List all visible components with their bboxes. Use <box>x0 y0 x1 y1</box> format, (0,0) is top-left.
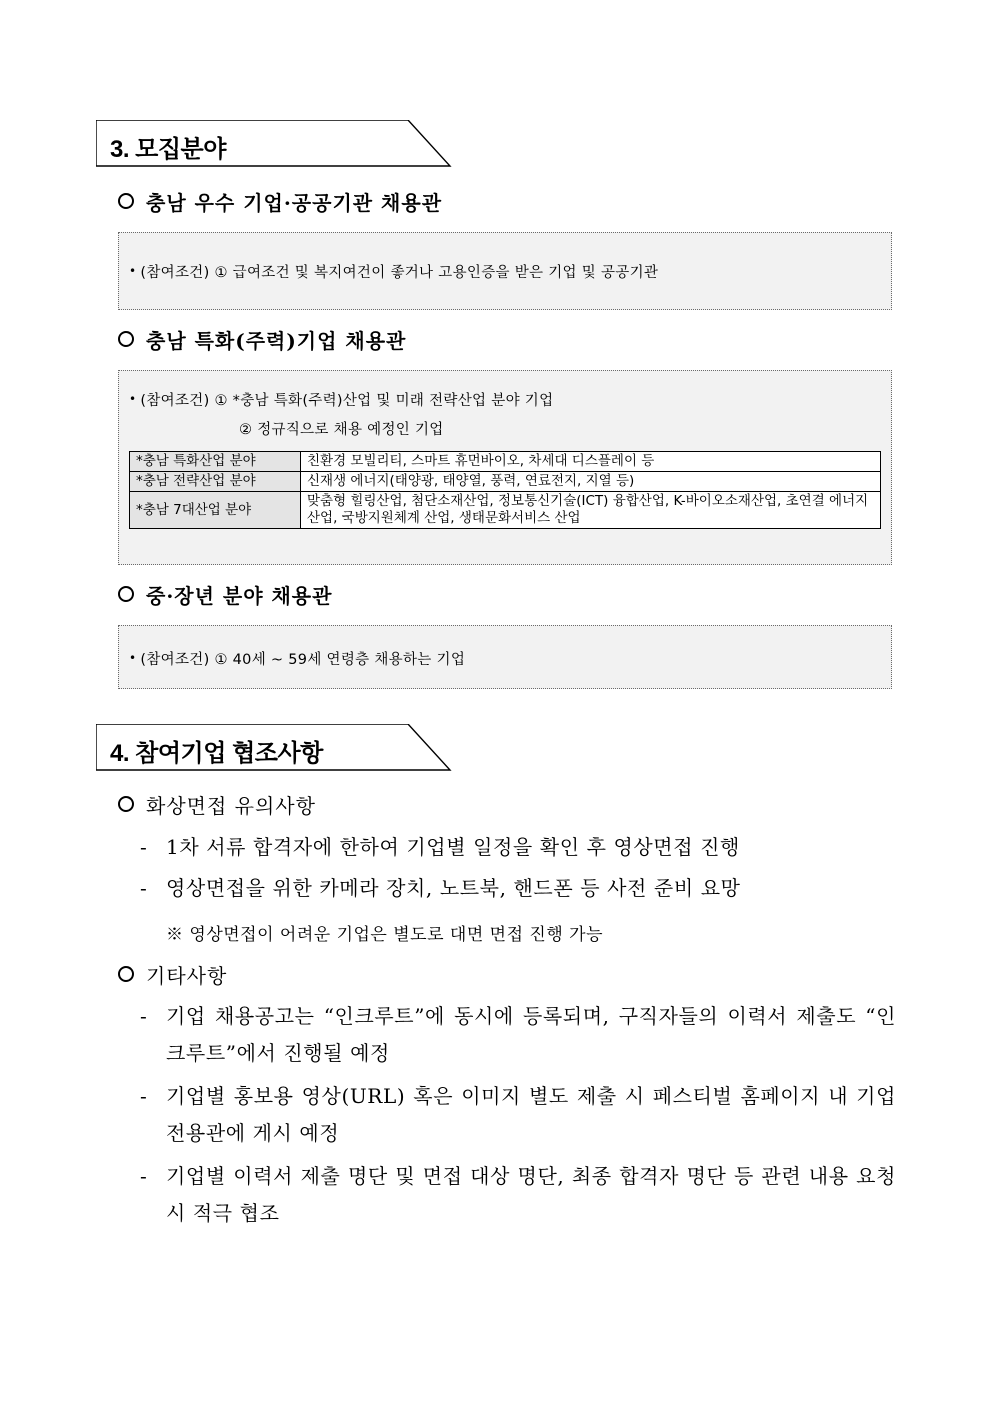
dash-bullet: - <box>140 876 147 900</box>
industry-table <box>129 451 881 529</box>
industry-value: 신재생 에너지(태양광, 태양열, 풍력, 연료전지, 지열 등) <box>301 472 881 492</box>
list-item: - 기업별 홍보용 영상(URL) 혹은 이미지 별도 제출 시 페스티벌 홈페이지 내 기업 전용관에 게시 예정 <box>140 1078 896 1152</box>
circle-bullet-icon <box>118 331 134 347</box>
circle-bullet-icon <box>118 966 134 982</box>
dash-bullet: - <box>140 1164 147 1188</box>
dash-bullet: - <box>140 1084 147 1108</box>
section-4-header <box>96 724 452 772</box>
list-item: - 영상면접을 위한 카메라 장치, 노트북, 핸드폰 등 사전 준비 요망 <box>140 870 896 907</box>
circle-bullet-icon <box>118 796 134 812</box>
heading-video-interview: 화상면접 유의사항 <box>118 790 316 819</box>
section-3-header <box>96 120 452 168</box>
table-row <box>130 452 881 472</box>
section-4-title: 4. 참여기업 협조사항 <box>110 740 323 767</box>
list-item: - 1차 서류 합격자에 한하여 기업별 일정을 확인 후 영상면접 진행 <box>140 829 896 866</box>
industry-label: *충남 전략산업 분야 <box>130 472 301 492</box>
condition-text-1: • (참여조건) ① *충남 특화(주력)산업 및 미래 전략산업 분야 기업 <box>129 392 554 409</box>
industry-label: *충남 특화산업 분야 <box>130 452 301 472</box>
heading-excellent-companies: 충남 우수 기업·공공기관 채용관 <box>118 187 442 216</box>
condition-text: • (참여조건) ① 급여조건 및 복지여건이 좋거나 고용인증을 받은 기업 및 공공기관 <box>129 264 659 281</box>
note-text: ※ 영상면접이 어려운 기업은 별도로 대면 면접 진행 가능 <box>166 925 604 945</box>
dot-bullet-icon: • <box>129 651 137 665</box>
dash-bullet: - <box>140 835 147 859</box>
dash-bullet: - <box>140 1004 147 1028</box>
industry-value: 맞춤형 힐링산업, 첨단소재산업, 정보통신기술(ICT) 융합산업, K-바이오소재산업, 초연결 에너지 산업, 국방지원체계 산업, 생태문화서비스 산업 <box>301 492 881 529</box>
condition-text-2: ② 정규직으로 채용 예정인 기업 <box>239 422 444 438</box>
section-3-title: 3. 모집분야 <box>110 136 226 163</box>
circle-bullet-icon <box>118 586 134 602</box>
condition-box-excellent <box>118 232 892 310</box>
circle-bullet-icon <box>118 193 134 209</box>
heading-middle-aged: 중·장년 분야 채용관 <box>118 580 332 609</box>
dot-bullet-icon: • <box>129 264 137 278</box>
condition-box-specialized <box>118 370 892 565</box>
list-item: - 기업별 이력서 제출 명단 및 면접 대상 명단, 최종 합격자 명단 등 관련 내용 요청 시 적극 협조 <box>140 1158 896 1232</box>
condition-text: • (참여조건) ① 40세 ~ 59세 연령층 채용하는 기업 <box>129 651 466 668</box>
heading-specialized-companies: 충남 특화(주력)기업 채용관 <box>118 325 406 354</box>
table-row <box>130 492 881 529</box>
dot-bullet-icon: • <box>129 392 137 406</box>
heading-other-notes: 기타사항 <box>118 960 227 989</box>
condition-box-middle-aged <box>118 625 892 689</box>
table-row <box>130 472 881 492</box>
industry-value: 친환경 모빌리티, 스마트 휴먼바이오, 차세대 디스플레이 등 <box>301 452 881 472</box>
list-item: - 기업 채용공고는 “인크루트”에 동시에 등록되며, 구직자들의 이력서 제출도 “인크루트”에서 진행될 예정 <box>140 998 896 1072</box>
industry-label: *충남 7대산업 분야 <box>130 492 301 529</box>
